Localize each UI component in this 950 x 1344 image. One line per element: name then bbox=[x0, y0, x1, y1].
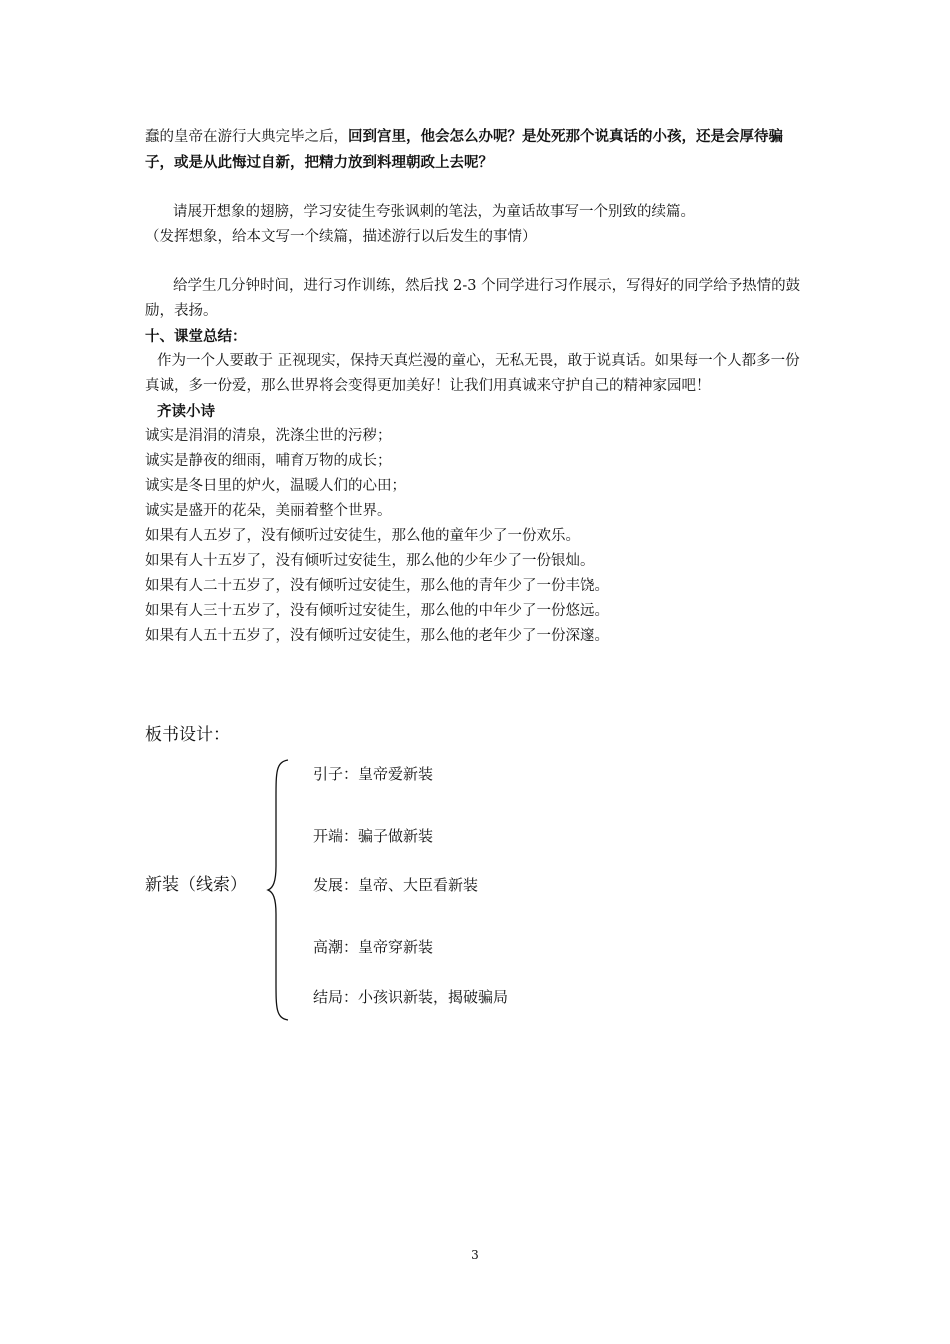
poem-line: 诚实是静夜的细雨，哺育万物的成长； bbox=[145, 453, 392, 469]
poem bbox=[145, 424, 809, 649]
paragraph-note: （发挥想象，给本文写一个续篇，描述游行以后发生的事情） bbox=[145, 229, 537, 245]
paragraph-prompt: 请展开想象的翅膀，学习安徒生夸张讽刺的笔法，为童话故事写一个别致的续篇。 bbox=[173, 204, 695, 220]
poem-title: 齐读小诗 bbox=[157, 403, 215, 420]
poem-line: 诚实是盛开的花朵，美丽着整个世界。 bbox=[145, 503, 392, 519]
paragraph-instruction: 给学生几分钟时间，进行习作训练，然后找 2-3 个同学进行习作展示，写得好的同学给予热情的鼓励，表扬。 bbox=[145, 278, 801, 319]
curly-brace-icon bbox=[266, 758, 292, 1022]
board-item-climax: 高潮：皇帝穿新装 bbox=[313, 938, 434, 956]
paragraph-continuation bbox=[145, 124, 809, 176]
board-title: 板书设计： bbox=[145, 725, 230, 745]
board-item-development: 发展：皇帝、大臣看新装 bbox=[313, 876, 479, 894]
text-bold: 回到宫里，他会怎么办呢？是处死那个说真话的小孩，还是会厚待骗子，或是从此悔过自新，把精力放到料理朝政上去呢？ bbox=[145, 128, 783, 171]
board-main-label: 新装（线索） bbox=[145, 875, 247, 895]
poem-line: 如果有人五十五岁了，没有倾听过安徒生，那么他的老年少了一份深邃。 bbox=[145, 628, 609, 644]
board-item-beginning: 开端：骗子做新装 bbox=[313, 827, 434, 845]
text-normal: 蠢的皇帝在游行大典完毕之后， bbox=[145, 129, 348, 145]
page-number: 3 bbox=[471, 1248, 479, 1262]
body-text bbox=[145, 124, 809, 649]
poem-line: 如果有人二十五岁了，没有倾听过安徒生，那么他的青年少了一份丰饶。 bbox=[145, 578, 609, 594]
poem-line: 诚实是冬日里的炉火，温暖人们的心田； bbox=[145, 478, 406, 494]
section-heading: 十、课堂总结： bbox=[145, 328, 247, 345]
poem-line: 如果有人三十五岁了，没有倾听过安徒生，那么他的中年少了一份悠远。 bbox=[145, 603, 609, 619]
poem-line: 如果有人十五岁了，没有倾听过安徒生，那么他的少年少了一份银灿。 bbox=[145, 553, 595, 569]
poem-line: 如果有人五岁了，没有倾听过安徒生，那么他的童年少了一份欢乐。 bbox=[145, 528, 580, 544]
board-item-ending: 结局：小孩识新装，揭破骗局 bbox=[313, 988, 509, 1006]
paragraph-summary: 作为一个人要敢于 正视现实，保持天真烂漫的童心，无私无畏，敢于说真话。如果每一个人都多一份真诚，多一份爱，那么世界将会变得更加美好！让我们用真诚来守护自己的精神家园吧！ bbox=[145, 353, 800, 394]
poem-line: 诚实是涓涓的清泉，洗涤尘世的污秽； bbox=[145, 428, 392, 444]
board-item-intro: 引子：皇帝爱新装 bbox=[313, 765, 434, 783]
